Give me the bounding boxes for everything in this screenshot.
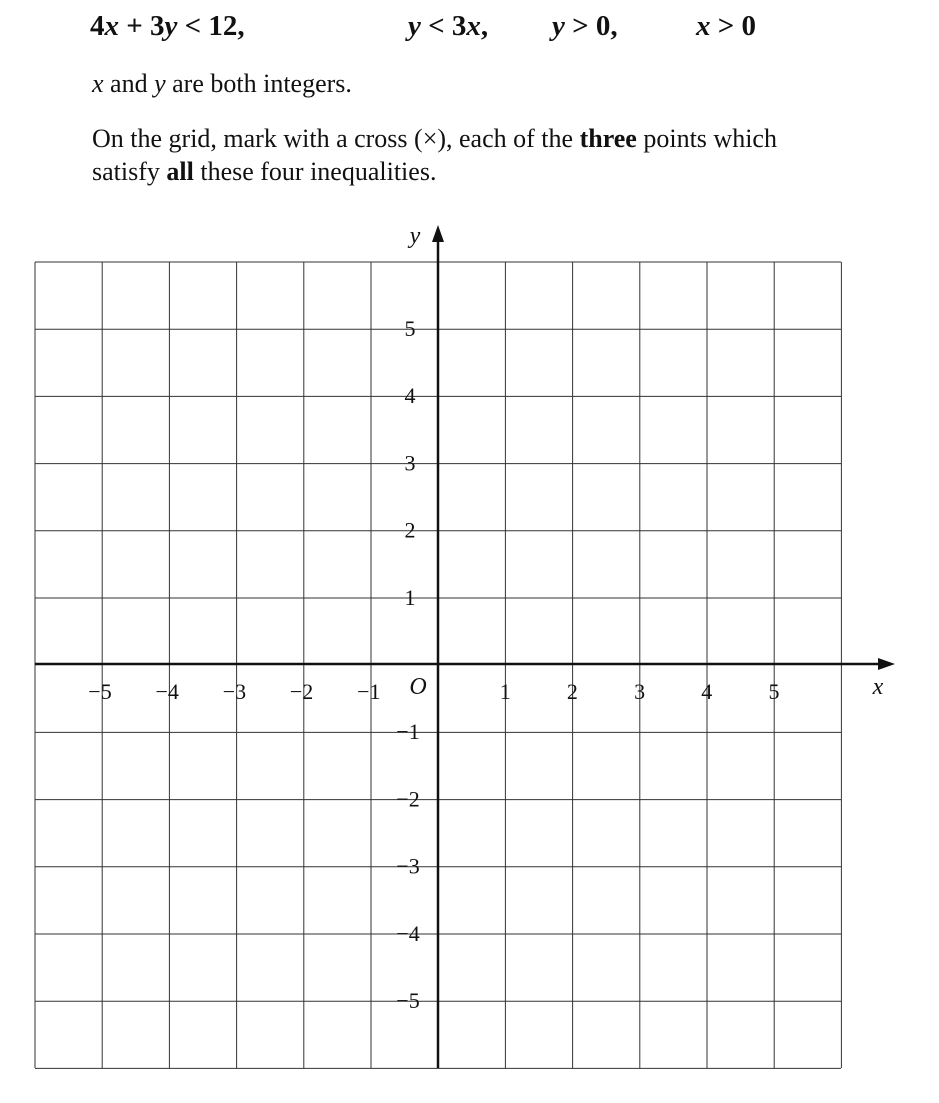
- inequality-1: 4x + 3y < 12,: [90, 10, 245, 42]
- x-tick-label: 1: [499, 679, 511, 704]
- y-tick-label: −2: [396, 786, 420, 812]
- x-axis-label: x: [872, 674, 884, 700]
- y-tick-label: −4: [396, 920, 420, 946]
- y-axis-label: y: [409, 223, 421, 249]
- x-tick-label: 4: [701, 679, 713, 704]
- y-tick-label: −3: [396, 853, 420, 879]
- tick-labels: [88, 223, 883, 1013]
- y-axis-arrow-icon: [432, 225, 444, 242]
- inequality-4: x > 0: [696, 10, 757, 42]
- x-tick-label: −1: [357, 679, 381, 704]
- integers-statement: x and y are both integers.: [92, 69, 352, 98]
- y-tick-label: 4: [404, 383, 416, 409]
- y-tick-label: 5: [404, 316, 416, 341]
- inequality-2: y < 3x,: [408, 10, 489, 42]
- y-tick-label: 1: [404, 584, 416, 610]
- x-axis-arrow-icon: [878, 658, 895, 670]
- x-tick-label: −4: [155, 679, 179, 704]
- x-tick-label: −2: [289, 679, 314, 704]
- x-tick-label: −3: [222, 679, 247, 704]
- axes: [35, 225, 895, 1068]
- y-tick-label: 2: [404, 517, 416, 543]
- y-tick-label: −1: [396, 719, 420, 745]
- inequality-3: y > 0,: [552, 10, 618, 42]
- instruction-line-2: satisfy all these four inequalities.: [92, 157, 437, 186]
- y-tick-label: −5: [396, 988, 420, 1013]
- instruction-line-1: On the grid, mark with a cross (×), each of the three points which: [92, 124, 777, 153]
- y-tick-label: 3: [404, 450, 416, 476]
- x-tick-label: 5: [768, 679, 780, 704]
- x-tick-label: 3: [634, 679, 646, 704]
- x-tick-label: −5: [88, 679, 112, 704]
- x-tick-label: 2: [566, 679, 578, 704]
- origin-label: O: [409, 674, 427, 700]
